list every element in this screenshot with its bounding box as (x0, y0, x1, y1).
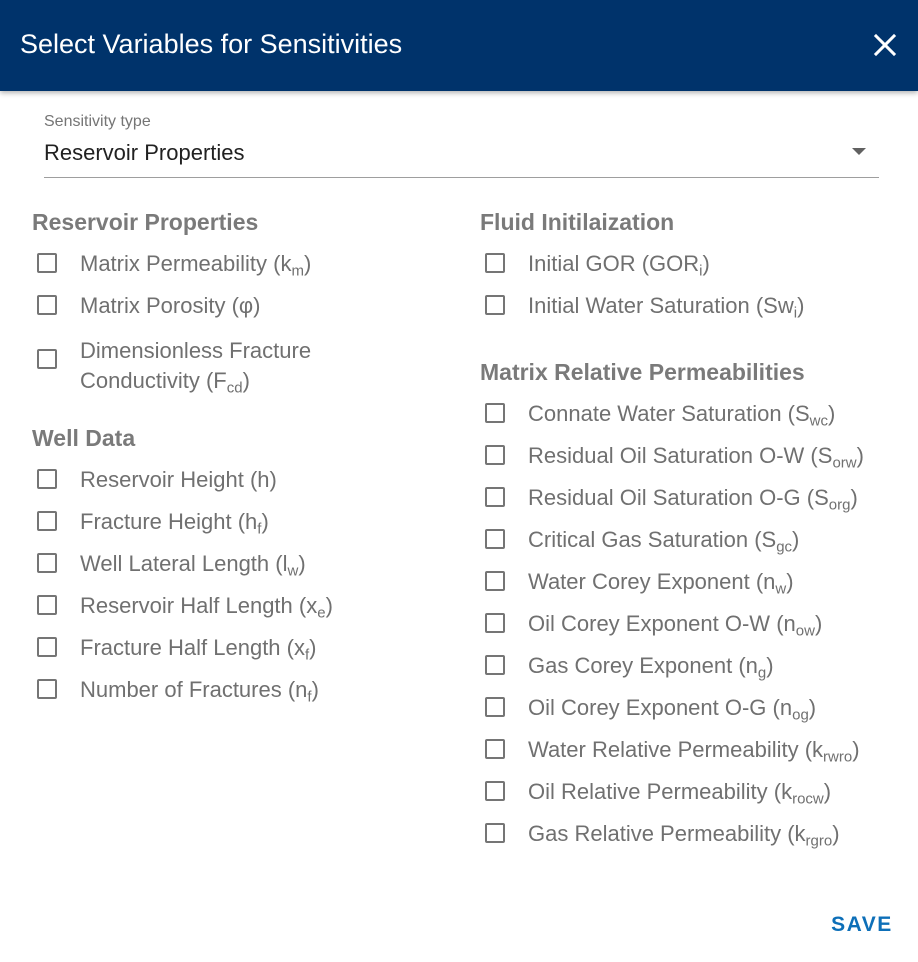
checkbox[interactable] (485, 403, 505, 423)
checkbox-label: Initial Water Saturation $(Sw_i)$ (528, 293, 805, 322)
close-icon (870, 30, 900, 60)
checkbox-label: Oil Corey Exponent O-W $(n_{ow})$ (528, 611, 823, 640)
checkbox-row-fracture-half-length[interactable] (32, 628, 452, 668)
checkbox[interactable] (485, 253, 505, 273)
checkbox[interactable] (37, 637, 57, 657)
checkbox-label: Well Lateral Length $(l_w)$ (80, 551, 306, 580)
checkbox-label: Oil Corey Exponent O-G $(n_{og})$ (528, 695, 817, 724)
section-title-fluid-initialization: Fluid Initilaization (480, 209, 675, 235)
checkbox-label: Fracture Height $(h_f)$ (80, 509, 269, 538)
checkbox-row-gas-corey-exponent[interactable] (480, 646, 910, 686)
checkbox-row-reservoir-half-length[interactable] (32, 586, 452, 626)
checkbox-row-oil-corey-exponent-og[interactable] (480, 688, 910, 728)
checkbox[interactable] (37, 295, 57, 315)
checkbox-row-connate-water-saturation[interactable] (480, 394, 910, 434)
sensitivity-type-value: Reservoir Properties (44, 140, 245, 165)
checkbox-row-dimensionless-fracture-conductivity[interactable] (32, 338, 452, 397)
sensitivity-type-label: Sensitivity type (44, 113, 151, 130)
checkbox[interactable] (485, 655, 505, 675)
checkbox-row-oil-corey-exponent-ow[interactable] (480, 604, 910, 644)
checkbox[interactable] (485, 739, 505, 759)
checkbox-label: Gas Corey Exponent $(n_g)$ (528, 653, 774, 682)
checkbox[interactable] (485, 823, 505, 843)
checkbox-label: Reservoir Height (h) (80, 467, 277, 492)
section-title-matrix-relative-permeabilities: Matrix Relative Permeabilities (480, 359, 805, 385)
dialog-header (0, 0, 918, 91)
checkbox[interactable] (485, 529, 505, 549)
checkbox-row-water-corey-exponent[interactable] (480, 562, 910, 602)
close-button[interactable] (870, 30, 900, 60)
checkbox-row-reservoir-height[interactable] (32, 460, 452, 500)
checkbox-label: Oil Relative Permeability $(k_{rocw})$ (528, 779, 832, 808)
checkbox-row-critical-gas-saturation[interactable] (480, 520, 910, 560)
checkbox-row-matrix-porosity[interactable] (32, 286, 452, 326)
checkbox-label: Critical Gas Saturation $(S_{gc})$ (528, 527, 800, 556)
checkbox-label: Residual Oil Saturation O-W $(S_{orw})$ (528, 443, 864, 472)
checkbox-row-gas-relative-permeability[interactable] (480, 814, 910, 854)
checkbox[interactable] (37, 253, 57, 273)
dropdown-arrow-icon (852, 148, 866, 155)
checkbox[interactable] (485, 487, 505, 507)
checkbox-label: Reservoir Half Length $(x_e)$ (80, 593, 333, 622)
checkbox[interactable] (37, 595, 57, 615)
section-title-reservoir-properties: Reservoir Properties (32, 209, 259, 235)
checkbox[interactable] (485, 295, 505, 315)
checkbox-row-initial-gor[interactable] (480, 244, 910, 284)
checkbox[interactable] (37, 679, 57, 699)
checkbox-row-initial-water-saturation[interactable] (480, 286, 910, 326)
dialog-title: Select Variables for Sensitivities (20, 29, 403, 59)
checkbox[interactable] (485, 697, 505, 717)
checkbox[interactable] (37, 553, 57, 573)
checkbox-row-residual-oil-saturation-ow[interactable] (480, 436, 910, 476)
checkbox-label: Dimensionless Fracture Conductivity $(F_{cd})$ (80, 338, 312, 397)
checkbox[interactable] (485, 613, 505, 633)
checkbox-row-oil-relative-permeability[interactable] (480, 772, 910, 812)
save-button[interactable]: SAVE (831, 913, 893, 936)
checkbox-label: Initial GOR $(GOR_i)$ (528, 251, 710, 280)
checkbox-label: Fracture Half Length $(x_f)$ (80, 635, 317, 664)
checkbox[interactable] (485, 445, 505, 465)
checkbox-label: Residual Oil Saturation O-G $(S_{org})$ (528, 485, 858, 514)
checkbox[interactable] (37, 511, 57, 531)
checkbox-label: Matrix Porosity (φ) (80, 293, 261, 318)
checkbox-label: Water Relative Permeability $(k_{rwro})$ (528, 737, 860, 766)
checkbox-row-residual-oil-saturation-og[interactable] (480, 478, 910, 518)
checkbox-label: Matrix Permeability $(k_m)$ (80, 251, 312, 280)
checkbox[interactable] (485, 781, 505, 801)
checkbox-row-well-lateral-length[interactable] (32, 544, 452, 584)
checkbox[interactable] (37, 469, 57, 489)
checkbox-row-matrix-permeability[interactable] (32, 244, 452, 284)
checkbox-row-fracture-height[interactable] (32, 502, 452, 542)
checkbox-label: Water Corey Exponent $(n_w)$ (528, 569, 794, 598)
checkbox[interactable] (37, 349, 57, 369)
checkbox-label: Number of Fractures $(n_f)$ (80, 677, 319, 706)
checkbox-row-water-relative-permeability[interactable] (480, 730, 910, 770)
checkbox-row-number-of-fractures[interactable] (32, 670, 452, 710)
sensitivity-type-select[interactable] (44, 108, 879, 178)
section-title-well-data: Well Data (32, 425, 136, 451)
checkbox[interactable] (485, 571, 505, 591)
checkbox-label: Connate Water Saturation $(S_{wc})$ (528, 401, 836, 430)
checkbox-label: Gas Relative Permeability $(k_{rgro})$ (528, 821, 840, 850)
